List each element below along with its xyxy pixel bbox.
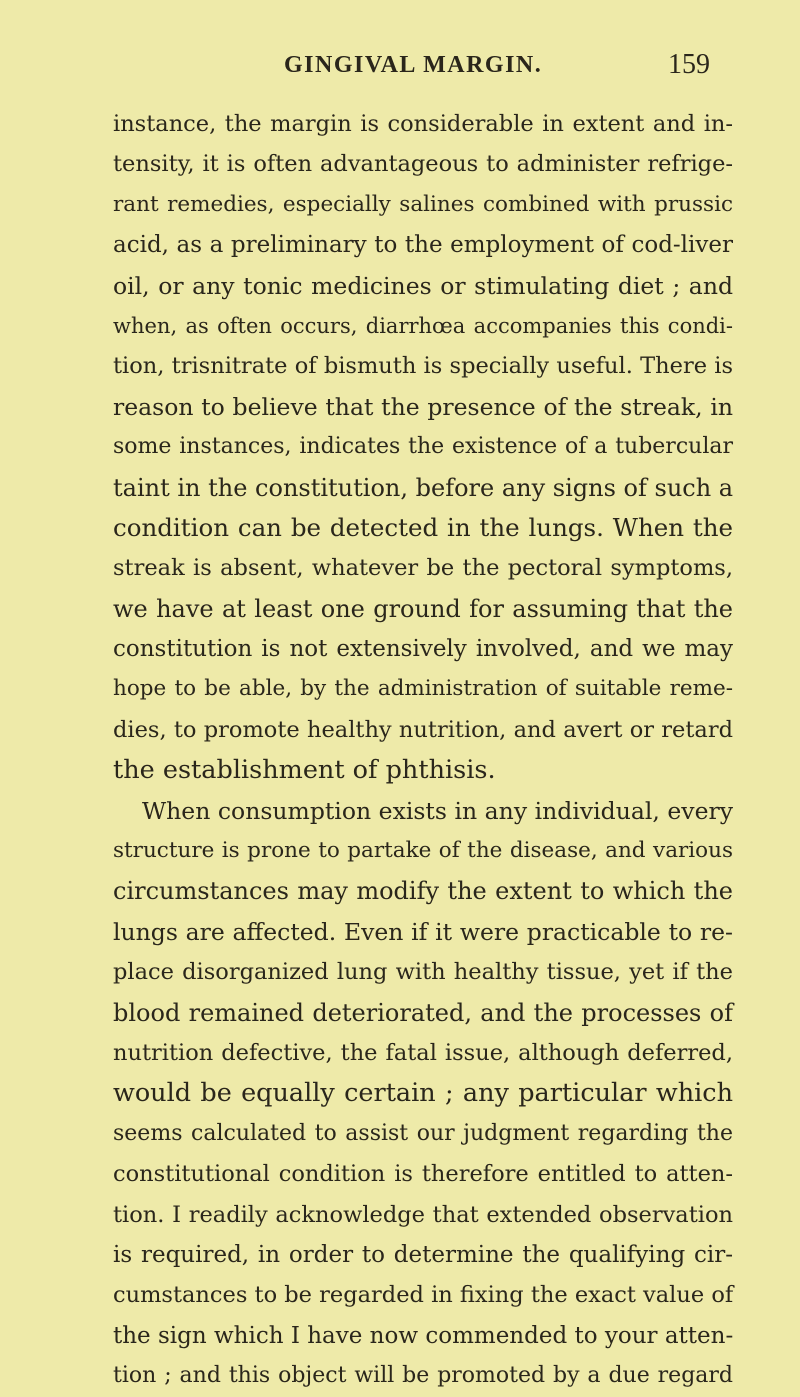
text-line: reason to believe that the presence of the streak, in	[113, 392, 733, 421]
text-line: taint in the constitution, before any signs of such a	[113, 473, 734, 502]
text-line: acid, as a preliminary to the employment of cod-liver	[113, 232, 733, 259]
text-line: some instances, indicates the existence of a tubercular	[113, 434, 733, 460]
paragraph-end-line: the establishment of phthisis.	[113, 755, 496, 786]
text-line: seems calculated to assist our judgment regarding the	[113, 1120, 733, 1146]
text-line: constitution is not extensively involved, and we may	[113, 636, 733, 663]
text-line: tensity, it is often advantageous to administer refrige-	[113, 151, 733, 178]
text-line: instance, the margin is considerable in extent and in-	[113, 111, 733, 137]
text-line: rant remedies, especially salines combined with prussic	[113, 191, 733, 217]
text-line: oil, or any tonic medicines or stimulating diet ; and	[113, 271, 733, 300]
text-line: constitutional condition is therefore entitled to atten-	[113, 1161, 733, 1188]
text-line: tion ; and this object will be promoted by a due regard	[113, 1363, 733, 1389]
paragraph-start-line: When consumption exists in any individual, every	[142, 796, 733, 825]
text-line: circumstances may modify the extent to which the	[113, 877, 733, 906]
text-line: we have at least one ground for assuming that the	[113, 594, 733, 623]
text-line: nutrition defective, the fatal issue, although deferred,	[113, 1039, 733, 1066]
text-line: streak is absent, whatever be the pectoral symptoms,	[113, 555, 733, 582]
text-line: structure is prone to partake of the disease, and various	[113, 838, 733, 864]
text-line: tion, trisnitrate of bismuth is specially useful. There is	[113, 353, 733, 380]
body-text	[113, 104, 733, 1397]
running-head	[118, 49, 710, 84]
text-line: lungs are affected. Even if it were practicable to re-	[113, 917, 733, 946]
text-line: dies, to promote healthy nutrition, and avert or retard	[113, 716, 733, 743]
text-line: when, as often occurs, diarrhœa accompanies this condi-	[113, 313, 733, 338]
page-number: 159	[668, 49, 710, 80]
text-line: hope to be able, by the administration of suitable reme-	[113, 676, 733, 702]
text-line: would be equally certain ; any particular which	[113, 1078, 733, 1109]
text-line: condition can be detected in the lungs. When the	[113, 512, 733, 542]
text-line: tion. I readily acknowledge that extended observation	[113, 1201, 733, 1228]
text-line: the sign which I have now commended to your atten-	[113, 1322, 734, 1349]
text-line: is required, in order to determine the qualifying cir-	[113, 1241, 733, 1268]
text-line: blood remained deteriorated, and the processes of	[113, 998, 733, 1027]
text-line: place disorganized lung with healthy tissue, yet if the	[113, 959, 733, 986]
running-title: GINGIVAL MARGIN.	[284, 52, 543, 78]
text-line: cumstances to be regarded in fixing the exact value of	[113, 1282, 734, 1309]
